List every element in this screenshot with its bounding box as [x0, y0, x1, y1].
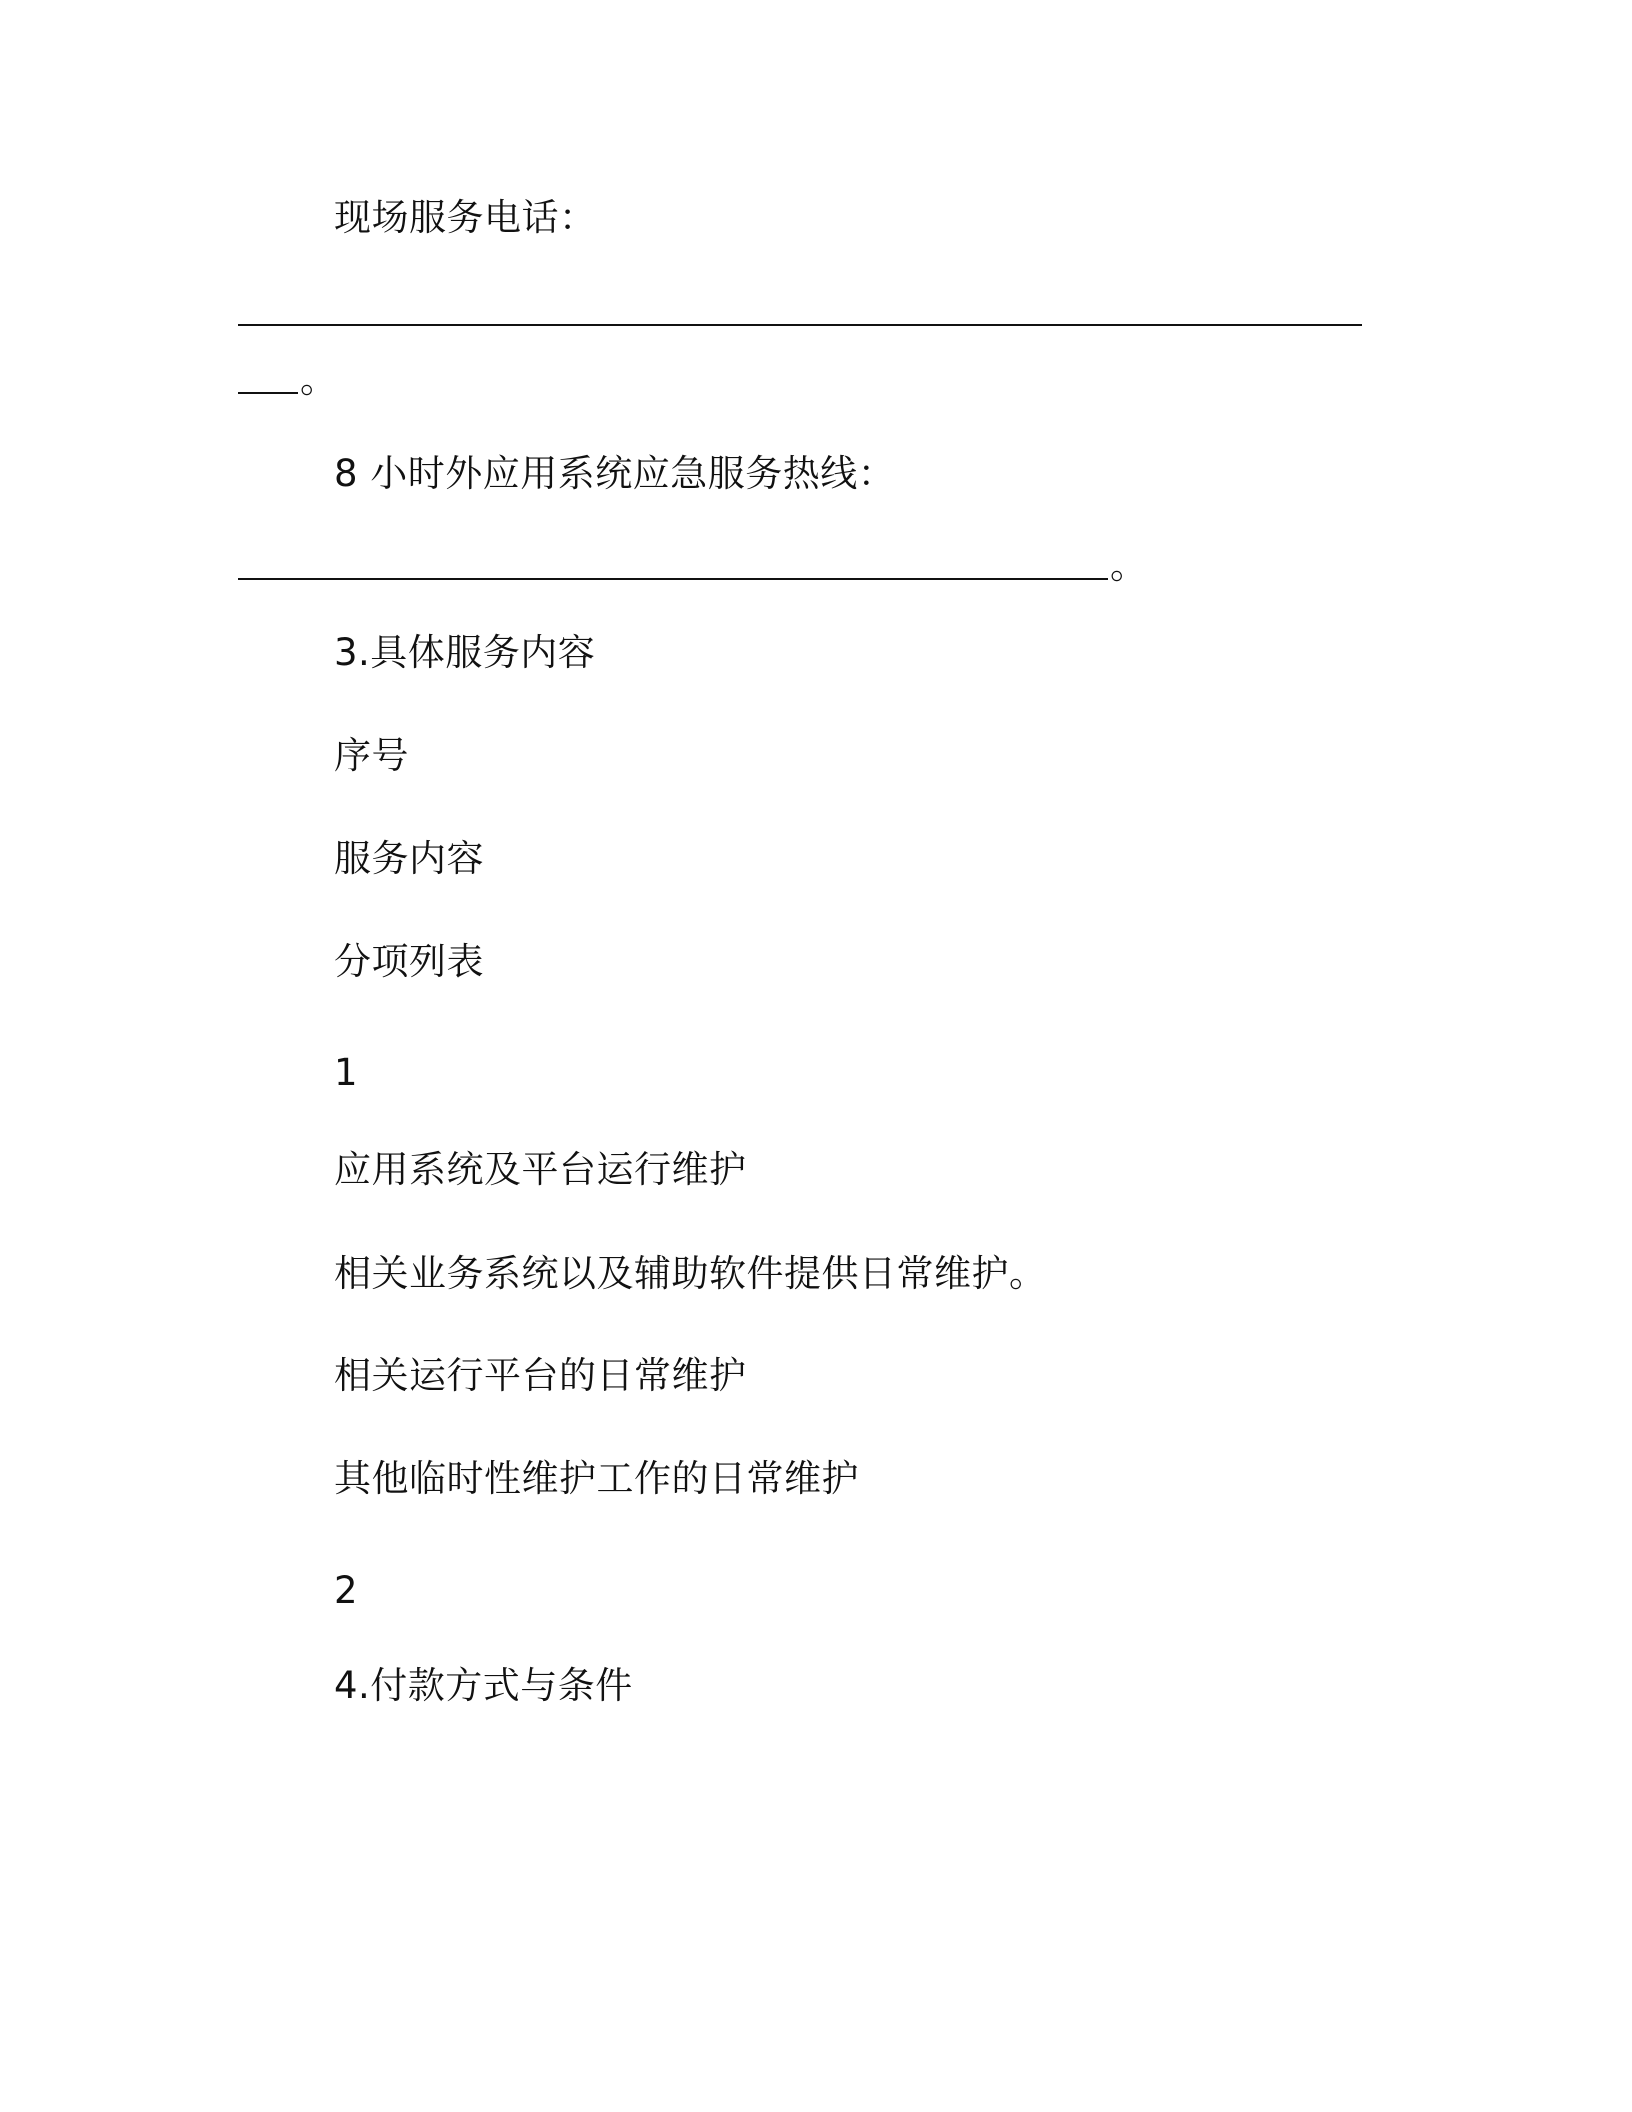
section-4-heading: 4.付款方式与条件	[334, 1664, 633, 1707]
blank-end-period: 。	[300, 358, 337, 401]
blank-underline	[238, 578, 1108, 580]
blank-underline	[238, 324, 1362, 326]
table-header-seq: 序号	[334, 734, 409, 777]
blank-underline	[238, 392, 298, 394]
table-row-1-item-1: 相关业务系统以及辅助软件提供日常维护。	[334, 1252, 1047, 1295]
table-row-1-item-2: 相关运行平台的日常维护	[334, 1354, 747, 1397]
blank-end-period: 。	[1110, 544, 1147, 587]
hotline-blank-line	[238, 544, 1147, 588]
table-header-items: 分项列表	[334, 940, 484, 983]
table-row-1-content: 应用系统及平台运行维护	[334, 1148, 747, 1191]
section-3-heading: 3.具体服务内容	[334, 631, 596, 674]
table-header-content: 服务内容	[334, 837, 484, 880]
table-row-1-item-3: 其他临时性维护工作的日常维护	[334, 1457, 859, 1500]
onsite-phone-label: 现场服务电话：	[334, 196, 597, 239]
hotline-label: 8 小时外应用系统应急服务热线：	[334, 452, 896, 495]
onsite-phone-blank-line-2	[238, 358, 337, 402]
table-row-2-seq: 2	[334, 1569, 359, 1612]
table-row-1-seq: 1	[334, 1051, 359, 1094]
onsite-phone-blank-line-1	[238, 290, 1362, 334]
